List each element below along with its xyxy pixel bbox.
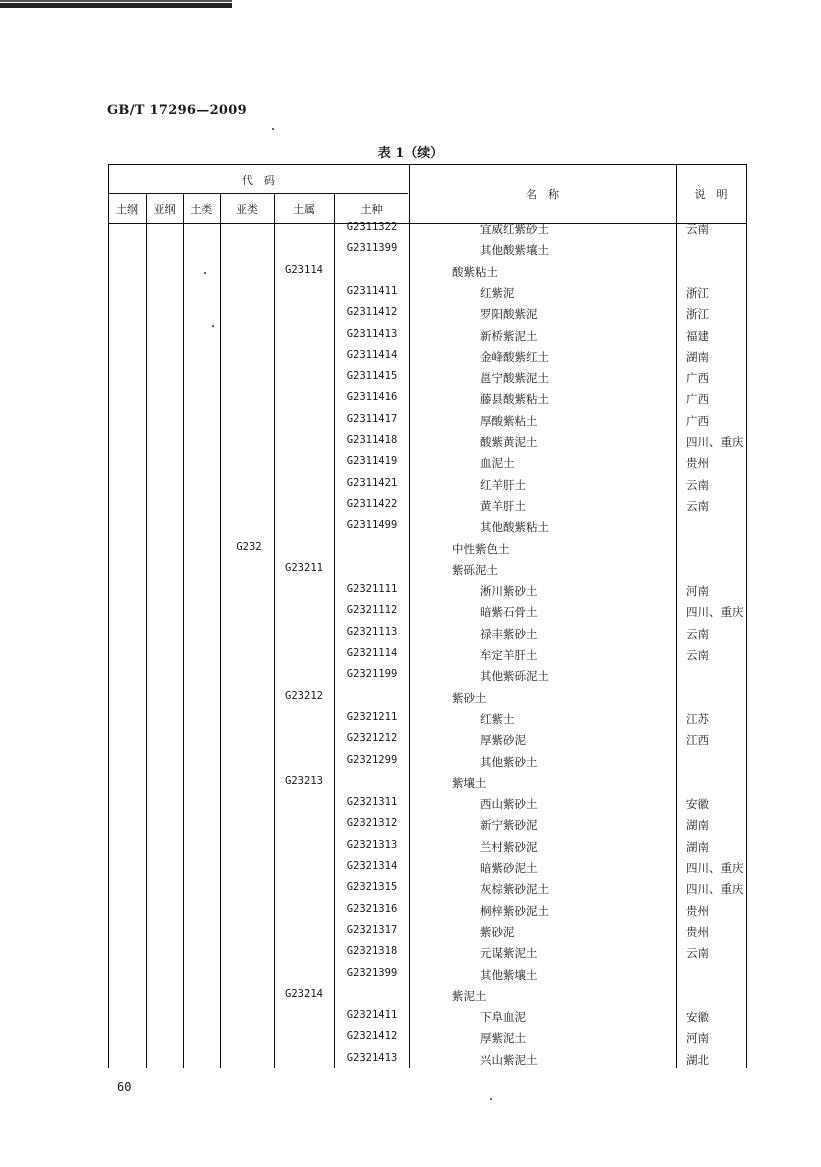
genus-code: G23211 [285,561,323,574]
species-code: G2311419 [346,455,398,468]
soil-name: 血泥土 [480,456,515,471]
soil-name: 暗紫砂泥土 [480,861,538,875]
species-code: G2311414 [346,348,398,361]
genus-code: G23214 [285,987,323,1000]
soil-name: 淅川紫砂土 [480,584,538,599]
soil-name: 红紫泥 [480,285,515,300]
soil-name: 下阜血泥 [480,1010,526,1025]
soil-name: 罗阳酸紫泥 [480,307,538,322]
table-row [0,647,821,668]
species-code: G2321412 [346,1030,398,1043]
header-species: 土种 [360,203,383,216]
region-note: 广西 [686,413,709,428]
region-note: 云南 [686,626,709,641]
region-note: 四川、重庆 [686,861,744,875]
table-row [0,413,821,434]
region-note: 广西 [686,371,709,386]
standard-code: GB/T 17296—2009 [107,103,247,118]
soil-name: 邕宁酸紫泥土 [480,371,549,386]
scan-speck [204,272,206,274]
table-title: 表 1（续） [377,146,444,161]
soil-name: 禄丰紫砂土 [480,626,538,641]
soil-name: 暗紫石骨土 [480,605,538,620]
species-code: G2321317 [346,923,398,936]
table-row [0,945,821,966]
region-note: 河南 [686,1031,709,1046]
region-note: 福建 [686,328,709,343]
genus-code: G23212 [285,689,323,702]
soil-name: 元谋紫泥土 [480,946,538,961]
region-note: 江西 [686,733,709,748]
species-code: G2311422 [346,497,398,510]
species-code: G2321112 [346,604,398,617]
soil-name: 其他紫砂土 [480,754,538,769]
species-code: G2321311 [346,796,398,809]
region-note: 安徽 [686,797,709,812]
table-row [0,924,821,945]
table-row [0,562,821,583]
soil-name: 藤县酸紫粘土 [480,392,549,407]
species-code: G2321299 [346,753,398,766]
table-row [0,860,821,881]
header-group: 土类 [190,203,213,216]
soil-name: 桐梓紫砂泥土 [480,903,549,918]
species-code: G2311499 [346,519,398,532]
soil-name: 黄羊肝土 [480,498,526,513]
table-row [0,306,821,327]
species-code: G2321315 [346,881,398,894]
region-note: 安徽 [686,1010,709,1025]
soil-name: 其他紫壤土 [480,967,538,982]
table-top-rule [108,164,747,165]
species-code: G2321312 [346,817,398,830]
table-row [0,690,821,711]
soil-name: 酸紫黄泥土 [480,435,538,449]
scan-speck [272,128,274,130]
species-code: G2311418 [346,434,398,446]
table-row [0,1009,821,1030]
table-row [0,1052,821,1073]
header-name: 名 称 [526,188,559,201]
region-note: 四川、重庆 [686,882,744,897]
table-row [0,732,821,753]
species-code: G2321399 [346,966,398,979]
region-note: 云南 [686,648,709,662]
species-code: G2311421 [346,476,398,489]
region-note: 广西 [686,392,709,407]
species-code: G2311413 [346,327,398,340]
header-genus: 土属 [293,203,315,216]
region-note: 湖南 [686,818,709,833]
species-code: G2321316 [346,902,398,915]
table-row [0,221,821,242]
region-note: 贵州 [686,903,709,918]
species-code: G2321199 [346,668,398,681]
species-code: G2321413 [346,1051,398,1064]
table-row [0,519,821,540]
table-row [0,391,821,412]
species-code: G2311412 [346,306,398,319]
species-code: G2311411 [346,284,398,297]
region-note: 贵州 [686,924,709,939]
soil-name: 兰村紫砂泥 [480,839,538,854]
soil-name: 新宁紫砂泥 [480,818,538,833]
soil-name: 其他紫砾泥土 [480,669,549,684]
soil-name: 厚紫砂泥 [480,733,526,748]
region-note: 云南 [686,498,709,513]
soil-name: 宜威红紫砂土 [480,222,549,236]
region-note: 河南 [686,584,709,599]
soil-name: 其他酸紫粘土 [480,520,549,535]
header-subgroup: 亚类 [236,203,258,216]
soil-name: 紫泥土 [452,988,487,1003]
soil-name: 牟定羊肝土 [480,648,538,662]
soil-name: 厚酸紫粘土 [480,413,538,428]
species-code: G2321113 [346,625,398,638]
species-code: G2311322 [346,221,398,233]
region-note: 浙江 [686,285,709,300]
species-code: G2311417 [346,412,398,425]
soil-name: 紫砂泥 [480,924,515,939]
table-row [0,370,821,391]
table-row [0,434,821,455]
species-code: G2321211 [346,710,398,723]
table-row [0,626,821,647]
soil-name: 紫砂土 [452,690,487,705]
soil-name: 紫壤土 [452,775,487,790]
soil-name: 兴山紫泥土 [480,1052,538,1067]
region-note: 四川、重庆 [686,435,744,449]
table-row [0,711,821,732]
region-note: 浙江 [686,307,709,322]
table-row [0,668,821,689]
scan-speck [212,325,214,327]
table-row [0,498,821,519]
table-row [0,455,821,476]
table-row [0,242,821,263]
species-code: G2321111 [346,583,398,596]
header-order: 土纲 [116,203,138,216]
table-row [0,264,821,285]
table-row [0,328,821,349]
soil-name: 灰棕紫砂泥土 [480,882,549,897]
genus-code: G23213 [285,774,323,787]
region-note: 湖南 [686,349,709,364]
species-code: G2311415 [346,370,398,383]
species-code: G2311399 [346,242,398,255]
table-row [0,775,821,796]
soil-name: 新桥紫泥土 [480,328,538,343]
subgroup-code: G232 [236,540,262,553]
table-row [0,754,821,775]
species-code: G2311416 [346,391,398,404]
species-code: G2321314 [346,860,398,872]
table-row [0,967,821,988]
scan-speck [490,1098,492,1100]
soil-name: 金峰酸紫红土 [480,349,549,364]
soil-name: 红紫土 [480,711,515,726]
soil-name: 红羊肝土 [480,477,526,492]
table-row [0,796,821,817]
soil-name: 紫砾泥土 [452,562,498,577]
header-note: 说 明 [694,188,728,201]
soil-name: 其他酸紫壤土 [480,243,549,258]
region-note: 湖北 [686,1052,709,1067]
table-row [0,285,821,306]
page-number: 60 [117,1080,132,1094]
header-code-group: 代 码 [242,174,275,187]
species-code: G2321411 [346,1009,398,1022]
region-note: 四川、重庆 [686,605,744,620]
species-code: G2321318 [346,945,398,958]
table-row [0,903,821,924]
header-suborder: 亚纲 [153,203,176,216]
table-row [0,541,821,562]
table-row [0,839,821,860]
region-note: 湖南 [686,839,709,854]
table-row [0,604,821,625]
region-note: 云南 [686,222,709,236]
species-code: G2321114 [346,647,398,659]
table-row [0,817,821,838]
soil-name: 厚紫泥土 [480,1031,526,1046]
region-note: 云南 [686,477,709,492]
region-note: 云南 [686,946,709,961]
region-note: 江苏 [686,711,709,726]
table-row [0,477,821,498]
table-row [0,1030,821,1051]
soil-name: 酸紫粘土 [452,264,498,279]
code-group-rule [108,193,408,194]
region-note: 贵州 [686,456,709,471]
species-code: G2321212 [346,732,398,745]
soil-name: 西山紫砂土 [480,797,538,812]
table-row [0,583,821,604]
genus-code: G23114 [285,263,323,276]
table-row [0,349,821,370]
table-row [0,881,821,902]
table-row [0,988,821,1009]
soil-name: 中性紫色土 [452,541,510,556]
species-code: G2321313 [346,838,398,851]
